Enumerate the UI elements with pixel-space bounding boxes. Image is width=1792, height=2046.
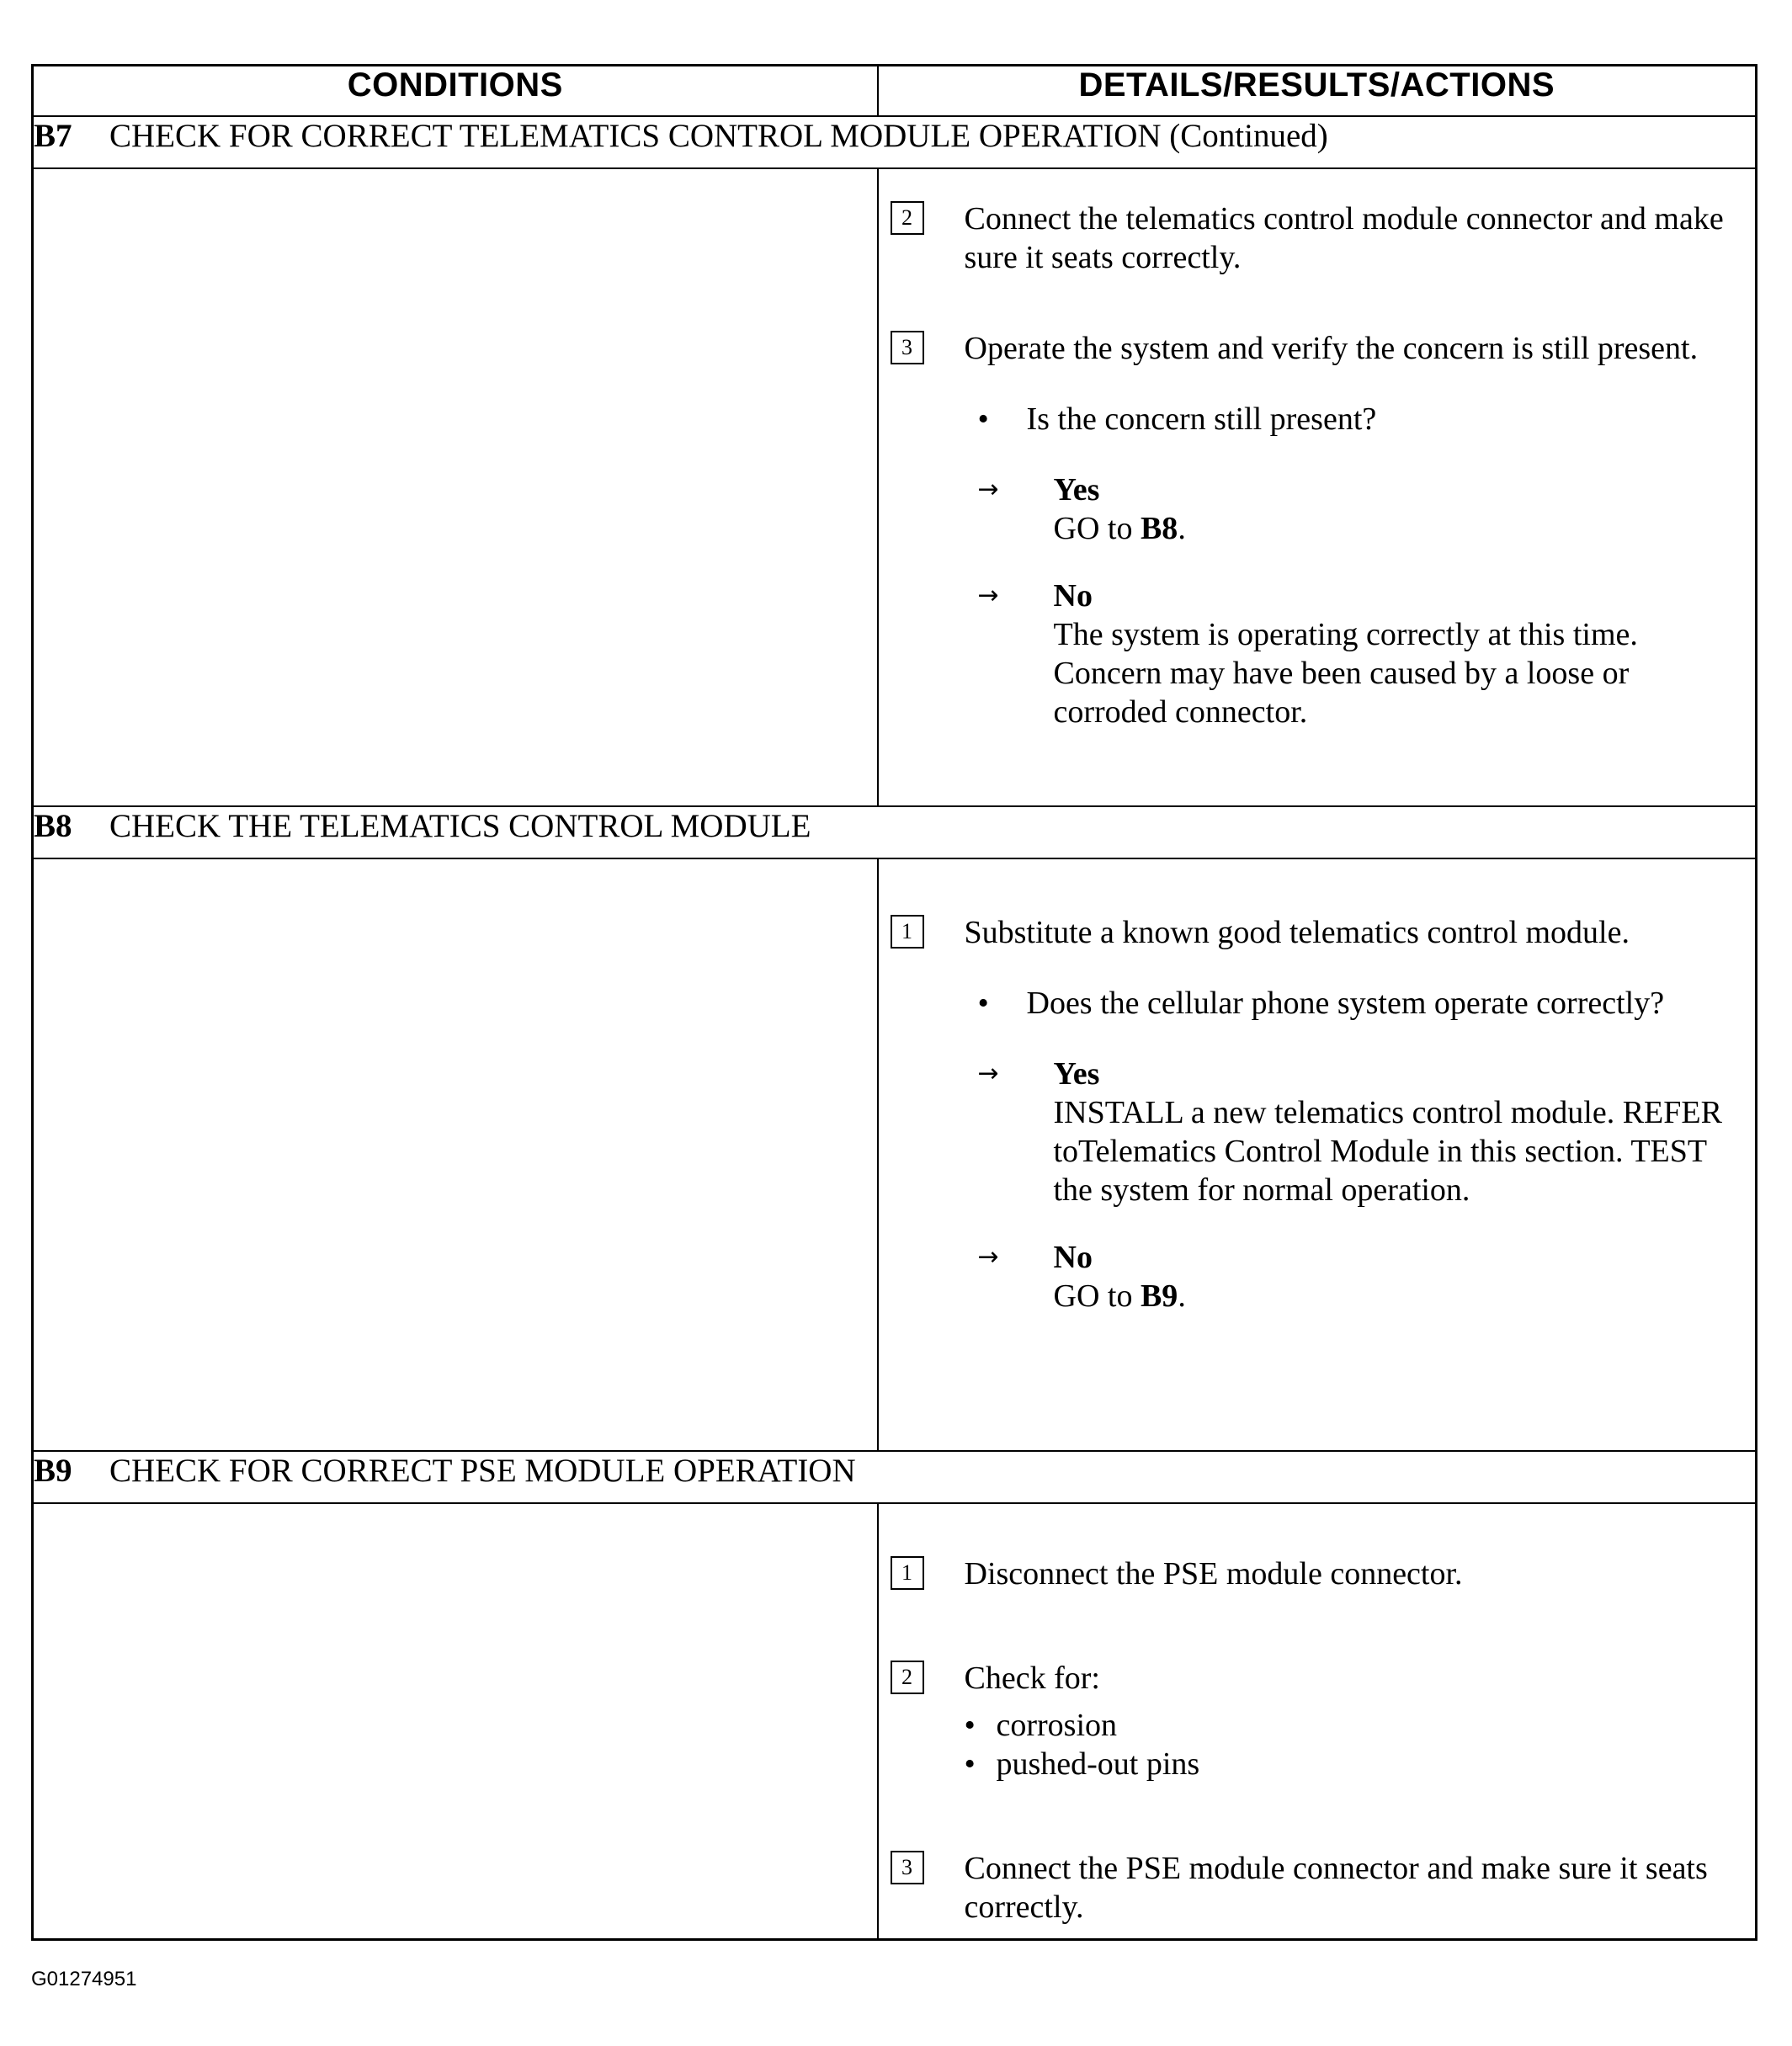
- step-number-box: 2: [891, 201, 924, 235]
- question-text: Does the cellular phone system operate correctly?: [1026, 986, 1665, 1021]
- step-reference: B9: [1140, 1278, 1178, 1314]
- step-id: B7: [34, 118, 72, 154]
- figure-id: G01274951: [31, 1968, 137, 1990]
- answer-yes: [965, 470, 1739, 548]
- numbered-step: [891, 199, 1739, 277]
- details-cell-b7: [878, 168, 1757, 806]
- question-text: Is the concern still present?: [1026, 401, 1377, 437]
- step-number-box: 3: [891, 1851, 924, 1884]
- step-title: CHECK FOR CORRECT TELEMATICS CONTROL MODULE OPERATION (Continued): [109, 118, 1328, 154]
- answer-label: Yes: [1053, 1056, 1100, 1092]
- step-heading-b7: [33, 116, 1757, 168]
- bullet-icon: •: [964, 1708, 976, 1743]
- numbered-step: [891, 1554, 1739, 1593]
- answer-label: No: [1053, 1240, 1093, 1275]
- step-row-b8: [33, 806, 1757, 858]
- numbered-step: [891, 1659, 1739, 1783]
- answer-prefix: GO to: [1053, 1278, 1141, 1314]
- numbered-step: [891, 1849, 1739, 1926]
- step-reference: B8: [1140, 511, 1178, 546]
- answer-text: INSTALL a new telematics control module. REFER toTelematics Control Module in this section. TEST the system for normal operation.: [1053, 1095, 1722, 1208]
- list-item-text: corrosion: [996, 1708, 1118, 1743]
- step-number-box: 3: [891, 331, 924, 364]
- answer-no: [965, 577, 1739, 731]
- answer-label: No: [1053, 578, 1093, 614]
- step-text: Disconnect the PSE module connector.: [964, 1556, 1463, 1592]
- bullet-icon: •: [977, 986, 989, 1021]
- numbered-step: [891, 329, 1739, 731]
- details-cell-b8: [878, 858, 1757, 1451]
- bullet-icon: •: [977, 401, 989, 437]
- list-item-text: pushed-out pins: [996, 1746, 1200, 1782]
- step-number-box: 1: [891, 915, 924, 949]
- conditions-cell-b7: [33, 168, 878, 806]
- step-title: CHECK FOR CORRECT PSE MODULE OPERATION: [109, 1453, 856, 1489]
- step-title: CHECK THE TELEMATICS CONTROL MODULE: [109, 808, 811, 844]
- arrow-right-icon: →: [977, 1059, 999, 1088]
- content-row-b7: [33, 168, 1757, 806]
- step-id: B8: [34, 808, 72, 844]
- conditions-header: CONDITIONS: [33, 66, 878, 117]
- bullet-icon: •: [964, 1746, 976, 1782]
- answer-yes: [965, 1055, 1739, 1209]
- content-row-b9: [33, 1503, 1757, 1940]
- answer-text: The system is operating correctly at this time. Concern may have been caused by a loose or corroded connector.: [1053, 617, 1638, 730]
- details-header: DETAILS/RESULTS/ACTIONS: [878, 66, 1757, 117]
- diagnostic-table: [31, 64, 1757, 1941]
- step-row-b7: [33, 116, 1757, 168]
- arrow-right-icon: →: [977, 581, 999, 610]
- list-item: [965, 1706, 1739, 1745]
- check-list: [965, 1706, 1739, 1783]
- answer-text: GO to B9.: [1053, 1278, 1186, 1314]
- content-row-b8: [33, 858, 1757, 1451]
- step-number-box: 2: [891, 1661, 924, 1694]
- step-number-box: 1: [891, 1556, 924, 1590]
- numbered-step: [891, 913, 1739, 1315]
- arrow-right-icon: →: [977, 475, 999, 504]
- step-id: B9: [34, 1453, 72, 1489]
- step-text: Connect the telematics control module connector and make sure it seats correctly.: [964, 201, 1724, 275]
- details-cell-b9: [878, 1503, 1757, 1940]
- answer-text: GO to B8.: [1053, 511, 1186, 546]
- step-text: Operate the system and verify the concern is still present.: [964, 331, 1699, 366]
- step-text: Substitute a known good telematics control module.: [964, 915, 1630, 950]
- step-text: Connect the PSE module connector and make sure it seats correctly.: [964, 1851, 1708, 1925]
- answer-prefix: GO to: [1053, 511, 1141, 546]
- list-item: [965, 1745, 1739, 1783]
- conditions-cell-b9: [33, 1503, 878, 1940]
- step-text: Check for:: [964, 1661, 1100, 1696]
- answer-no: [965, 1238, 1739, 1315]
- question: [965, 984, 1739, 1023]
- question: [965, 400, 1739, 438]
- arrow-right-icon: →: [977, 1242, 999, 1272]
- answer-label: Yes: [1053, 472, 1100, 508]
- step-heading-b9: [33, 1451, 1757, 1503]
- step-row-b9: [33, 1451, 1757, 1503]
- step-heading-b8: [33, 806, 1757, 858]
- header-row: [33, 66, 1757, 117]
- conditions-cell-b8: [33, 858, 878, 1451]
